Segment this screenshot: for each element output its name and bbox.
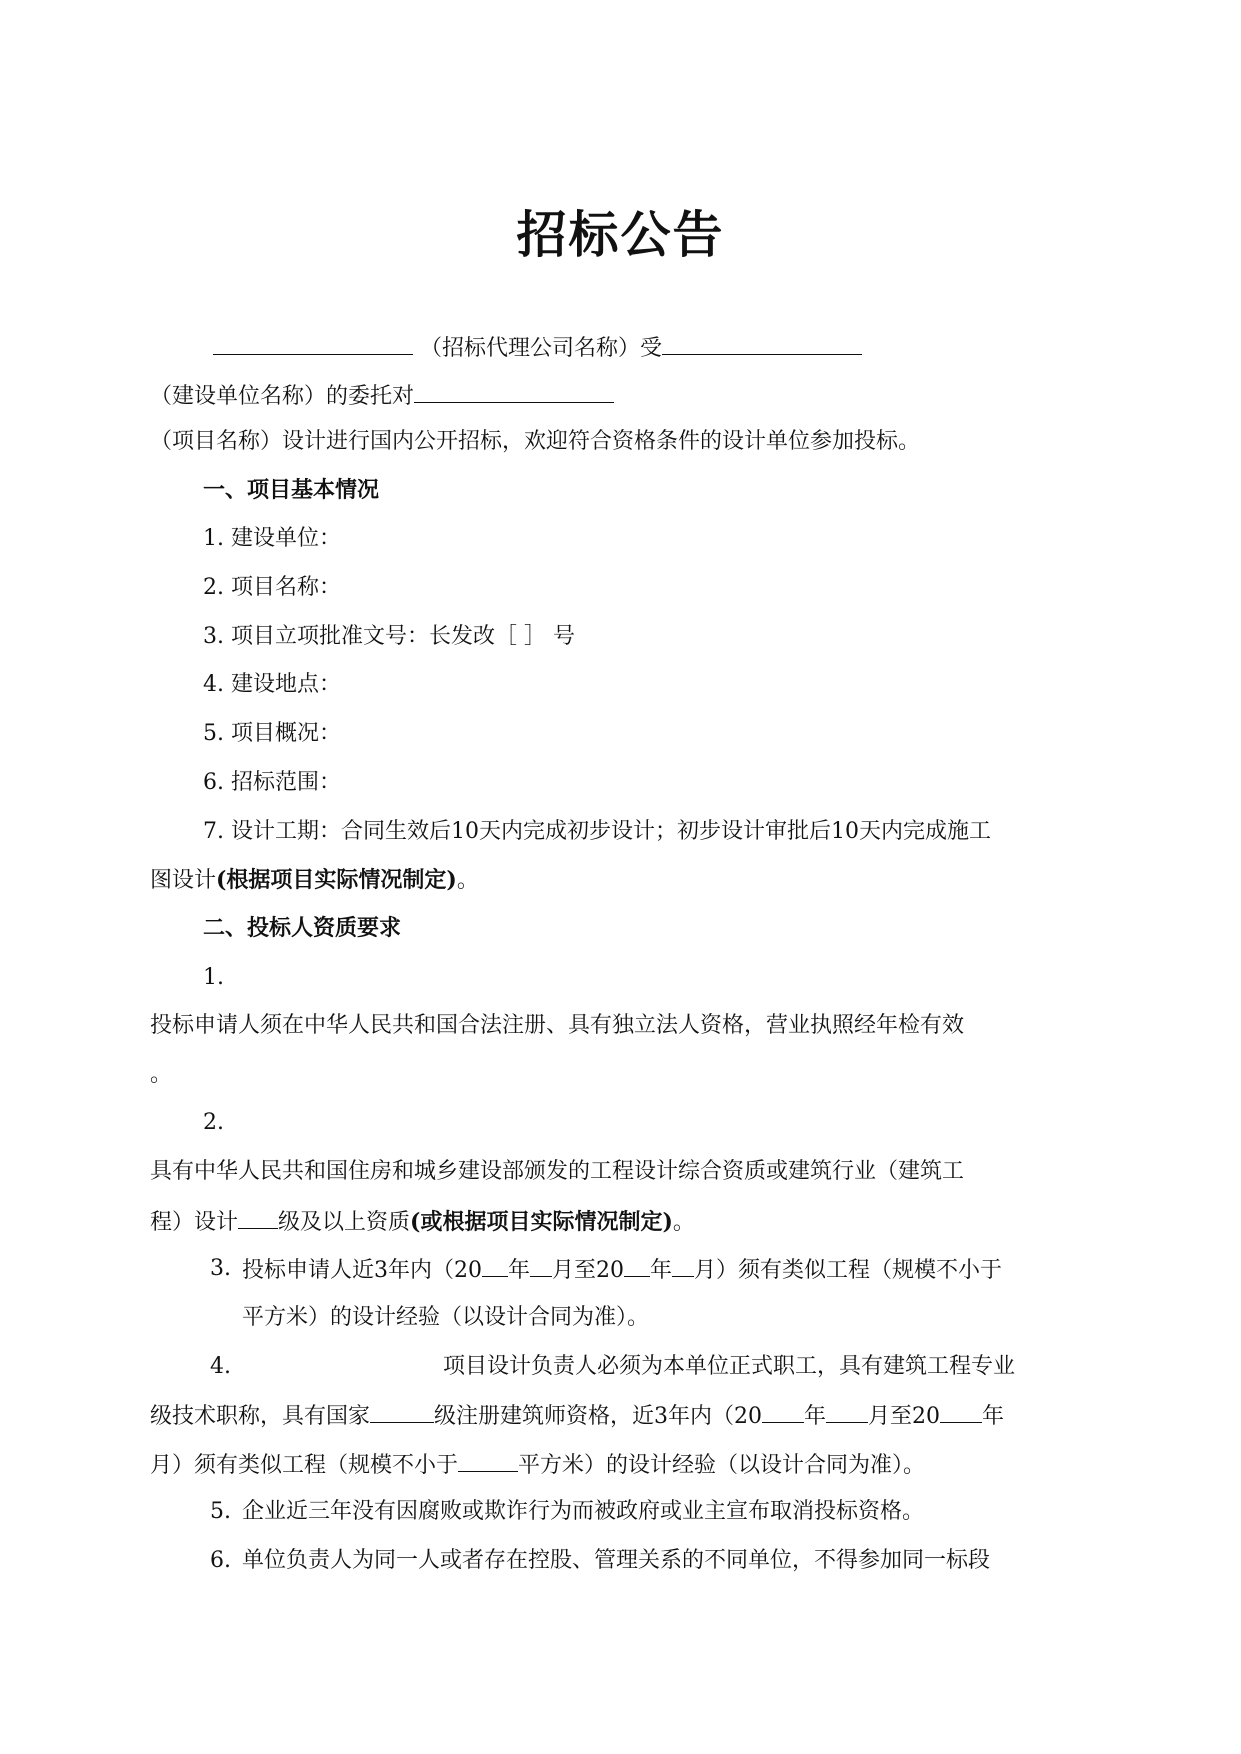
q4-text-f: 月）须有类似工程（规模不小于 (150, 1453, 459, 1478)
q3-text-e: 月）须有类似工程（规模不小于 (694, 1258, 1003, 1283)
blank-project-name (414, 380, 614, 403)
s1-item-5: 5. 项目概况： (203, 721, 341, 746)
blank-year-end (624, 1254, 650, 1277)
q4-text-e: 年 (982, 1404, 1005, 1429)
q4-line-3 (150, 1449, 925, 1481)
q2-line-1: 具有中华人民共和国住房和城乡建设部颁发的工程设计综合资质或建筑行业（建筑工 (150, 1159, 965, 1184)
blank-year-start-2 (762, 1400, 804, 1423)
q2-line-2 (150, 1206, 695, 1238)
intro-agency-line (213, 332, 862, 364)
s1-item-7-line-2 (150, 865, 479, 896)
item7-text: 图设计 (150, 868, 217, 893)
s1-item-3: 3. 项目立项批准文号：长发改［ ］ 号 (203, 624, 575, 649)
page-title: 招标公告 (516, 205, 725, 264)
q4-line-1: 项目设计负责人必须为本单位正式职工，具有建筑工程专业 (443, 1354, 1016, 1379)
q3-line-1 (242, 1254, 1090, 1286)
q4-text-c: 年 (804, 1404, 827, 1429)
q2-number: 2. (203, 1110, 224, 1135)
q3-text-b: 年 (508, 1258, 531, 1283)
q2-period: 。 (672, 1210, 695, 1235)
q4-text-b: 级注册建筑师资格，近3年内（20 (434, 1404, 763, 1429)
blank-owner-name (662, 332, 862, 355)
s1-item-1: 1. 建设单位： (203, 526, 341, 551)
q6-number: 6. (210, 1548, 231, 1573)
q2-text-a: 程）设计 (150, 1210, 239, 1235)
item7-period: 。 (456, 868, 479, 893)
blank-month-start-2 (826, 1400, 868, 1423)
q3-number: 3. (210, 1256, 231, 1281)
q3-text-c: 月至20 (552, 1258, 625, 1283)
s1-item-6: 6. 招标范围： (203, 770, 341, 795)
section-1-heading: 一、项目基本情况 (203, 478, 380, 503)
s1-item-2: 2. 项目名称： (203, 575, 341, 600)
blank-area (458, 1449, 518, 1472)
q2-text-b: 级及以上资质 (278, 1210, 411, 1235)
q4-text-g: 平方米）的设计经验（以设计合同为准）。 (518, 1453, 926, 1478)
blank-agency-name (213, 332, 413, 355)
item7-note: (根据项目实际情况制定) (216, 867, 457, 893)
q1-text: 投标申请人须在中华人民共和国合法注册、具有独立法人资格，营业执照经年检有效 (150, 1013, 965, 1038)
q5-number: 5. (210, 1499, 231, 1524)
q3-text-a: 投标申请人近3年内（20 (242, 1258, 482, 1283)
q5-text: 企业近三年没有因腐败或欺诈行为而被政府或业主宣布取消投标资格。 (242, 1499, 925, 1524)
q4-number: 4. (210, 1354, 231, 1379)
owner-label: （建设单位名称）的委托对 (150, 384, 415, 409)
intro-owner-line (150, 380, 614, 412)
q6-text: 单位负责人为同一人或者存在控股、管理关系的不同单位，不得参加同一标段 (242, 1548, 991, 1573)
blank-registration-grade (370, 1400, 434, 1423)
q1-tail: 。 (150, 1062, 173, 1087)
q3-line-2: 平方米）的设计经验（以设计合同为准）。 (242, 1305, 650, 1330)
q3-text-d: 年 (650, 1258, 673, 1283)
section-2-heading: 二、投标人资质要求 (203, 916, 402, 941)
q4-text-d: 月至20 (868, 1404, 941, 1429)
agency-label: （招标代理公司名称）受 (420, 336, 663, 361)
blank-year-start (482, 1254, 508, 1277)
q2-note: (或根据项目实际情况制定) (410, 1209, 673, 1235)
q4-line-2 (150, 1400, 1090, 1432)
intro-project-line: （项目名称）设计进行国内公开招标，欢迎符合资格条件的设计单位参加投标。 (150, 429, 921, 454)
blank-month-start (530, 1254, 552, 1277)
blank-grade (238, 1206, 278, 1229)
s1-item-7-line-1: 7. 设计工期：合同生效后10天内完成初步设计；初步设计审批后10天内完成施工 (203, 819, 991, 844)
q1-number: 1. (203, 965, 224, 990)
blank-month-end (672, 1254, 694, 1277)
blank-year-end-2 (940, 1400, 982, 1423)
s1-item-4: 4. 建设地点： (203, 672, 341, 697)
q4-text-a: 级技术职称，具有国家 (150, 1404, 371, 1429)
